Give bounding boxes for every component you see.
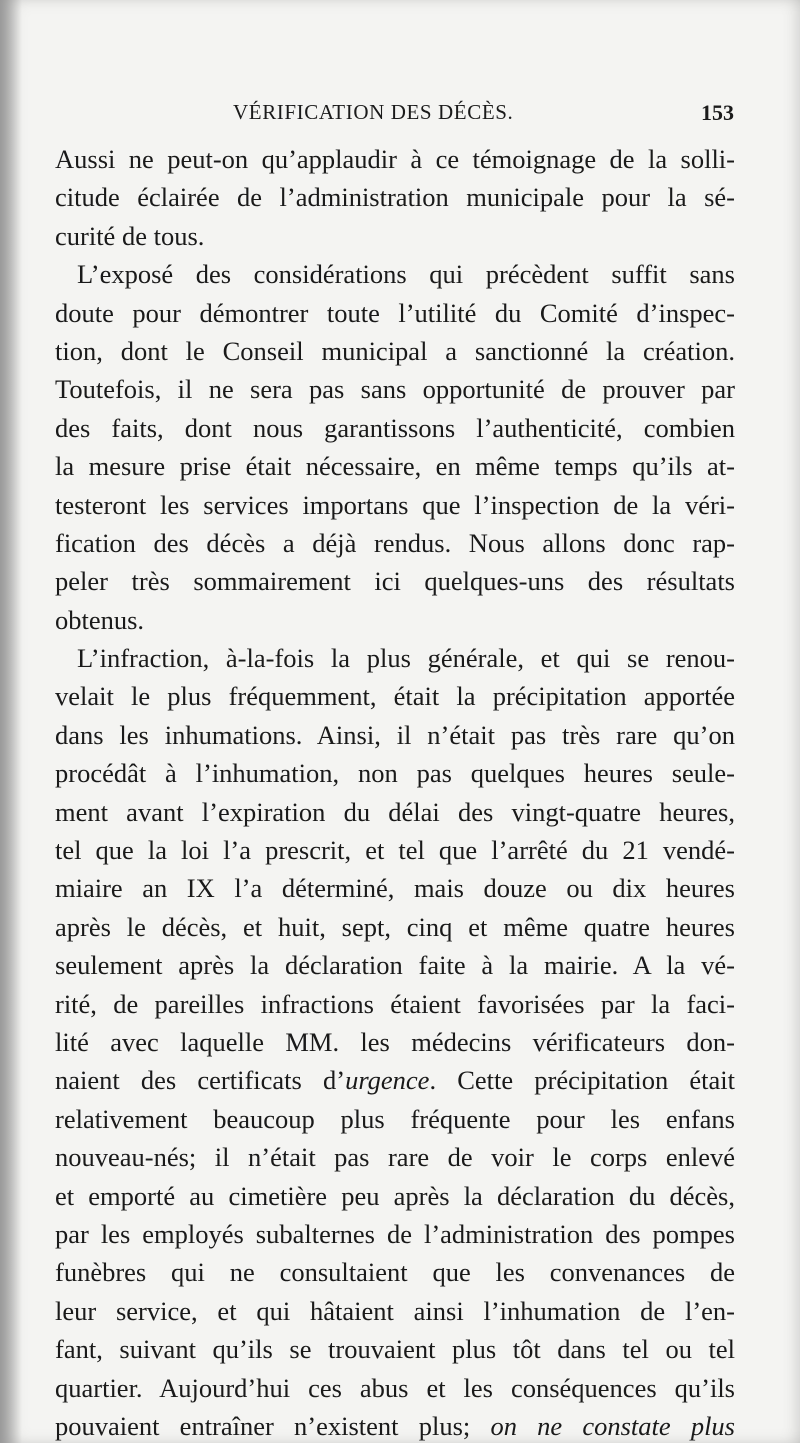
- text-line: après le décès, et huit, sept, cinq et même quatre heures: [55, 911, 735, 942]
- text-line: citude éclairée de l’administration municipale pour la sé-: [55, 182, 735, 213]
- text-line: rité, de pareilles infractions étaient favorisées par la faci-: [55, 988, 735, 1019]
- paragraph-start-line: L’infraction, à-la-fois la plus générale, et qui se renou-: [77, 643, 735, 674]
- text-line: velait le plus fréquemment, était la précipitation apportée: [55, 681, 735, 712]
- text-line: dans les inhumations. Ainsi, il n’était pas très rare qu’on: [55, 719, 735, 750]
- running-title: VÉRIFICATION DES DÉCÈS.: [233, 100, 514, 124]
- text-line: quartier. Aujourd’hui ces abus et les conséquences qu’ils: [55, 1372, 735, 1403]
- text-line: nouveau-nés; il n’était pas rare de voir le corps enlevé: [55, 1142, 735, 1173]
- text-line: leur service, et qui hâtaient ainsi l’inhumation de l’en-: [55, 1295, 735, 1326]
- text-line: tion, dont le Conseil municipal a sanctionné la création.: [55, 335, 735, 366]
- text-line: lité avec laquelle MM. les médecins vérificateurs don-: [55, 1026, 735, 1057]
- text-line: peler très sommairement ici quelques-uns des résultats: [55, 566, 735, 597]
- text-line: [55, 1061, 735, 1099]
- text-line: des faits, dont nous garantissons l’authenticité, combien: [55, 412, 735, 443]
- text-line: fication des décès a déjà rendus. Nous allons donc rap-: [55, 527, 735, 558]
- text-segment: . Cette précipitation était: [429, 1065, 735, 1096]
- text-line: et emporté au cimetière peu après la déclaration du décès,: [55, 1180, 735, 1211]
- text-line: Toutefois, il ne sera pas sans opportunité de prouver par: [55, 374, 735, 405]
- paragraph-start-line: L’exposé des considérations qui précèdent suffit sans: [77, 259, 735, 290]
- text-line: Aussi ne peut-on qu’applaudir à ce témoignage de la solli-: [55, 144, 735, 174]
- text-segment: naient des certificats d’: [55, 1065, 346, 1096]
- text-line: la mesure prise était nécessaire, en même temps qu’ils at-: [55, 451, 735, 482]
- italic-phrase: on ne constate plus: [490, 1410, 735, 1441]
- text-line: relativement beaucoup plus fréquente pour les enfans: [55, 1103, 735, 1134]
- text-segment: pouvaient entraîner n’existent plus;: [55, 1410, 491, 1441]
- body-text: [55, 140, 735, 1443]
- text-line: fant, suivant qu’ils se trouvaient plus tôt dans tel ou tel: [55, 1334, 735, 1365]
- text-line: funèbres qui ne consultaient que les convenances de: [55, 1257, 735, 1288]
- italic-term: urgence: [345, 1065, 430, 1096]
- page-number: 153: [701, 100, 734, 125]
- text-line: miaire an IX l’a déterminé, mais douze ou dix heures: [55, 873, 735, 904]
- text-line: testeront les services importans que l’inspection de la véri-: [55, 489, 735, 520]
- page-header: [55, 100, 734, 134]
- text-line: par les employés subalternes de l’administration des pompes: [55, 1218, 735, 1249]
- text-line: curité de tous.: [55, 220, 205, 251]
- text-line: doute pour démontrer toute l’utilité du Comité d’inspec-: [55, 297, 735, 328]
- text-line: seulement après la déclaration faite à la mairie. A la vé-: [55, 950, 735, 981]
- text-line: [55, 1407, 735, 1443]
- text-line: procédât à l’inhumation, non pas quelques heures seule-: [55, 758, 735, 789]
- text-line: ment avant l’expiration du délai des vingt-quatre heures,: [55, 796, 735, 827]
- text-line: obtenus.: [55, 604, 145, 635]
- text-line: tel que la loi l’a prescrit, et tel que l’arrêté du 21 vendé-: [55, 835, 735, 866]
